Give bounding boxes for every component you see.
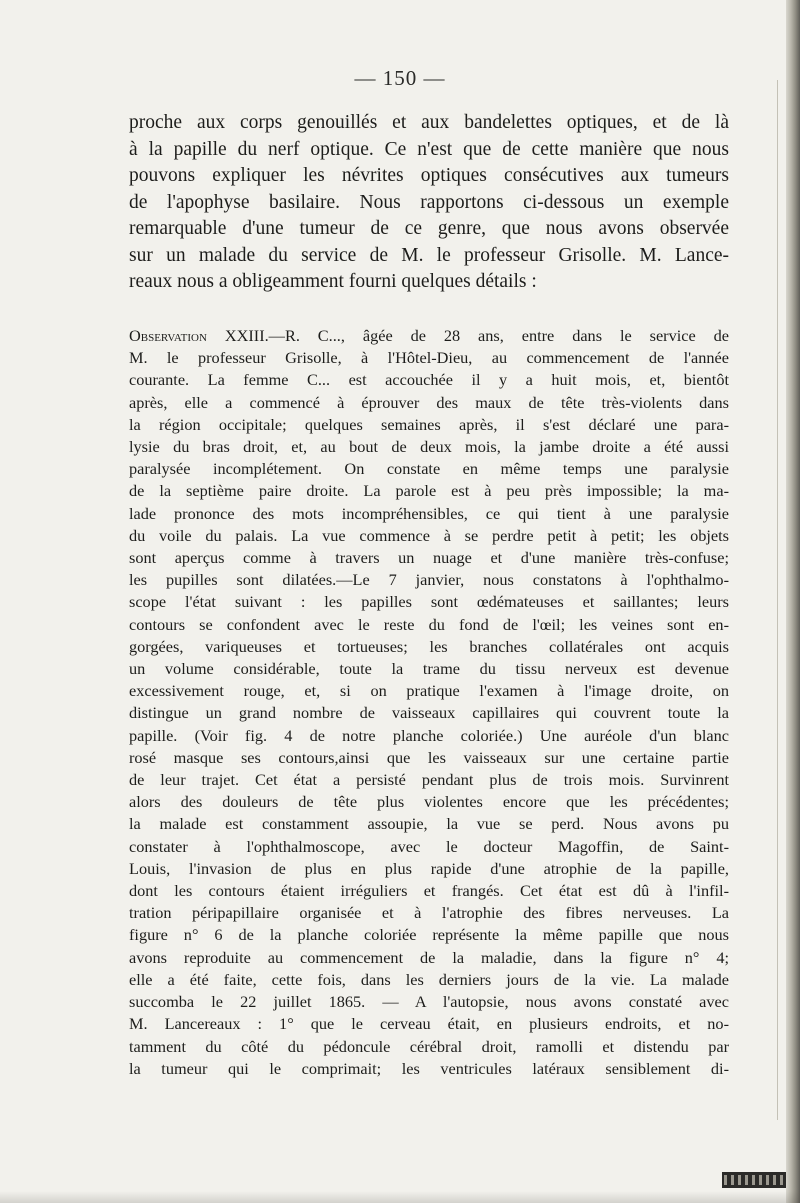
- text-line: sont aperçus comme à travers un nuage et d'une manière très-confuse;: [129, 548, 729, 568]
- text-line: dont les contours étaient irréguliers et frangés. Cet état est dû à l'infil-: [129, 881, 729, 901]
- observation-heading: Observation: [129, 326, 207, 345]
- text-line: tration péripapillaire organisée et à l'atrophie des fibres nerveuses. La: [129, 903, 729, 923]
- page-number: — 150 —: [354, 66, 446, 90]
- text-line: de l'apophyse basilaire. Nous rapportons ci-dessous un exemple: [129, 191, 729, 213]
- intro-paragraph: [129, 110, 729, 296]
- text-line: la malade est constamment assoupie, la vue se perd. Nous avons pu: [129, 814, 729, 834]
- text-line: rosé masque ses contours,ainsi que les vaisseaux sur une certaine partie: [129, 747, 729, 767]
- text-line: de la septième paire droite. La parole est à peu près impossible; la ma-: [129, 481, 729, 501]
- text-line: paralysée incomplétement. On constate en même temps une paralysie: [129, 459, 729, 479]
- text-line: remarquable d'une tumeur de ce genre, que nous avons observée: [129, 218, 729, 239]
- text-line: excessivement rouge, et, si on pratique l'examen à l'image droite, on: [129, 681, 729, 701]
- text-line: constater à l'ophthalmoscope, avec le docteur Magoffin, de Saint-: [129, 836, 729, 856]
- text-line: tamment du côté du pédoncule cérébral droit, ramolli et distendu par: [129, 1036, 729, 1056]
- text-line: scope l'état suivant : les papilles sont œdémateuses et saillantes; leurs: [129, 592, 729, 612]
- text-line: succomba le 22 juillet 1865. — A l'autopsie, nous avons constaté avec: [129, 992, 729, 1012]
- text-line: à la papille du nerf optique. Ce n'est que de cette manière que nous: [129, 138, 729, 160]
- page-gutter-line: [777, 80, 778, 1120]
- text-line: Louis, l'invasion de plus en plus rapide d'une atrophie de la papille,: [129, 858, 729, 878]
- observation-first-line: [129, 325, 729, 347]
- page-bottom-shadow: [0, 1191, 800, 1203]
- text-line: contours se confondent avec le reste du fond de l'œil; les veines sont en-: [129, 614, 729, 634]
- text-line: lysie du bras droit, et, au bout de deux mois, la jambe droite a été aussi: [129, 437, 729, 457]
- text-line: proche aux corps genouillés et aux bandelettes optiques, et de là: [129, 112, 729, 133]
- text-line: lade prononce des mots incompréhensibles, ce qui tient à une paralysie: [129, 503, 729, 523]
- text-line: gorgées, variqueuses et tortueuses; les branches collatérales ont acquis: [129, 636, 729, 656]
- text-line: pouvons expliquer les névrites optiques consécutives aux tumeurs: [129, 165, 729, 186]
- text-line: avons reproduite au commencement de la maladie, dans la figure n° 4;: [129, 947, 729, 967]
- text-line: après, elle a commencé à éprouver des maux de tête très-violents dans: [129, 392, 729, 412]
- text-line: elle a été faite, cette fois, dans les derniers jours de la vie. La malade: [129, 969, 729, 989]
- observation-first-line-text: XXIII.—R. C..., âgée de 28 ans, entre dans le service de: [206, 326, 729, 345]
- text-line: la région occipitale; quelques semaines après, il s'est déclaré une para-: [129, 414, 729, 434]
- text-line: sur un malade du service de M. le professeur Grisolle. M. Lance-: [129, 244, 729, 266]
- observation-paragraph: [129, 325, 729, 1080]
- text-line: un volume considérable, toute la trame du tissu nerveux est devenue: [129, 659, 729, 679]
- text-line: courante. La femme C... est accouchée il y a huit mois, et, bientôt: [129, 370, 729, 390]
- text-line: distingue un grand nombre de vaisseaux capillaires qui couvrent toute la: [129, 703, 729, 723]
- text-line: M. Lancereaux : 1° que le cerveau était, en plusieurs endroits, et no-: [129, 1014, 729, 1034]
- text-line: reaux nous a obligeamment fourni quelques détails :: [129, 271, 537, 292]
- text-line: du voile du palais. La vue commence à se perdre petit à petit; les objets: [129, 525, 729, 545]
- text-line: figure n° 6 de la planche coloriée représente la même papille que nous: [129, 925, 729, 945]
- text-line: la tumeur qui le comprimait; les ventricules latéraux sensiblement di-: [129, 1058, 729, 1078]
- text-line: papille. (Voir fig. 4 de notre planche coloriée.) Une auréole d'un blanc: [129, 725, 729, 745]
- page-edge-shadow: [786, 0, 800, 1203]
- text-line: M. le professeur Grisolle, à l'Hôtel-Dieu, au commencement de l'année: [129, 348, 729, 368]
- binding-mark: [722, 1172, 786, 1188]
- text-line: les pupilles sont dilatées.—Le 7 janvier, nous constatons à l'ophthalmo-: [129, 570, 729, 590]
- text-line: alors des douleurs de tête plus violentes encore que les précédentes;: [129, 792, 729, 812]
- text-line: de leur trajet. Cet état a persisté pendant plus de trois mois. Survinrent: [129, 770, 729, 790]
